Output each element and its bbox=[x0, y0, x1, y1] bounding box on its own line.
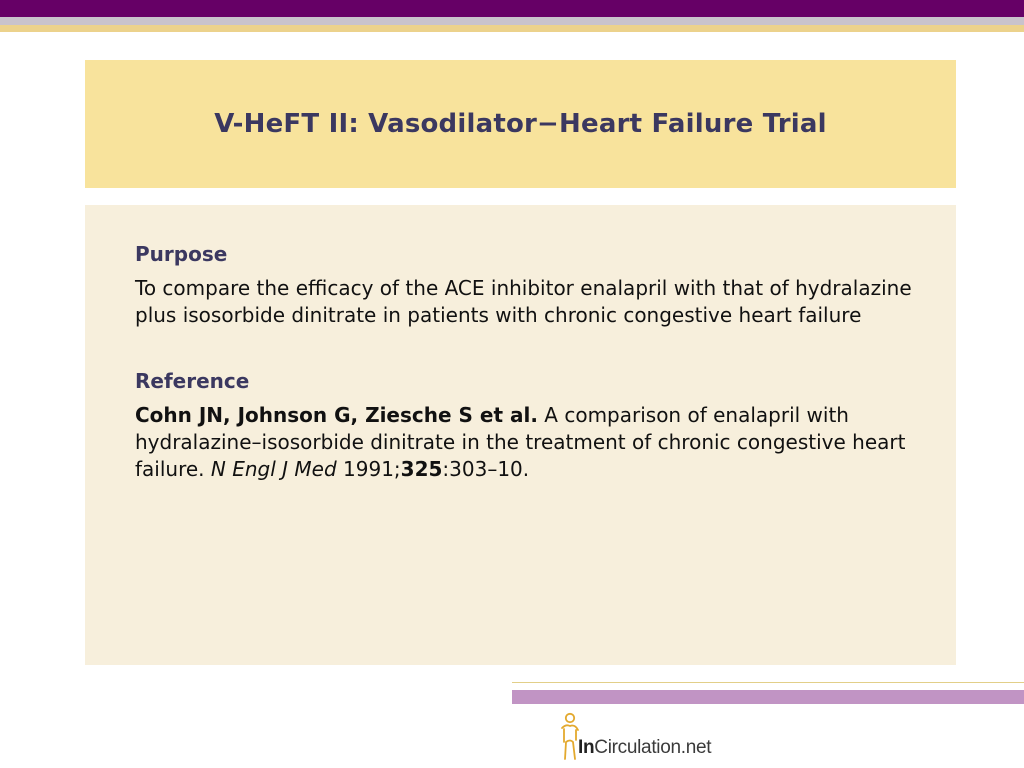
content-body bbox=[135, 241, 915, 483]
footer-gold-rule bbox=[512, 682, 1024, 683]
section-spacer bbox=[135, 329, 915, 368]
logo-wordmark-rest: Circulation.net bbox=[594, 737, 712, 758]
reference-journal: N Engl J Med bbox=[210, 457, 337, 481]
purpose-heading: Purpose bbox=[135, 242, 228, 266]
slide-title: V-HeFT II: Vasodilator−Heart Failure Trial bbox=[214, 109, 827, 139]
reference-article-title: A comparison of enalapril with hydralazine–isosorbide dinitrate in the treatment of chronic congestive heart failure. bbox=[135, 403, 906, 481]
content-panel bbox=[85, 205, 956, 665]
reference-pages: :303–10. bbox=[442, 457, 530, 481]
top-gold-bar bbox=[0, 25, 1024, 32]
footer-lilac-rule bbox=[512, 690, 1024, 704]
logo-wordmark bbox=[578, 737, 711, 759]
reference-year: 1991; bbox=[336, 457, 401, 481]
top-purple-bar bbox=[0, 0, 1024, 17]
reference-volume: 325 bbox=[400, 457, 443, 481]
reference-authors: Cohn JN, Johnson G, Ziesche S et al. bbox=[135, 403, 538, 427]
purpose-text: To compare the efficacy of the ACE inhibitor enalapril with that of hydralazine plus isosorbide dinitrate in patients with chronic congestive heart failure bbox=[135, 276, 912, 327]
top-gray-bar bbox=[0, 17, 1024, 25]
person-figure-icon bbox=[556, 712, 580, 762]
title-panel bbox=[85, 60, 956, 188]
reference-heading: Reference bbox=[135, 369, 250, 393]
incirculation-logo bbox=[556, 712, 756, 764]
logo-wordmark-bold: In bbox=[578, 737, 595, 758]
reference-citation bbox=[135, 402, 915, 483]
